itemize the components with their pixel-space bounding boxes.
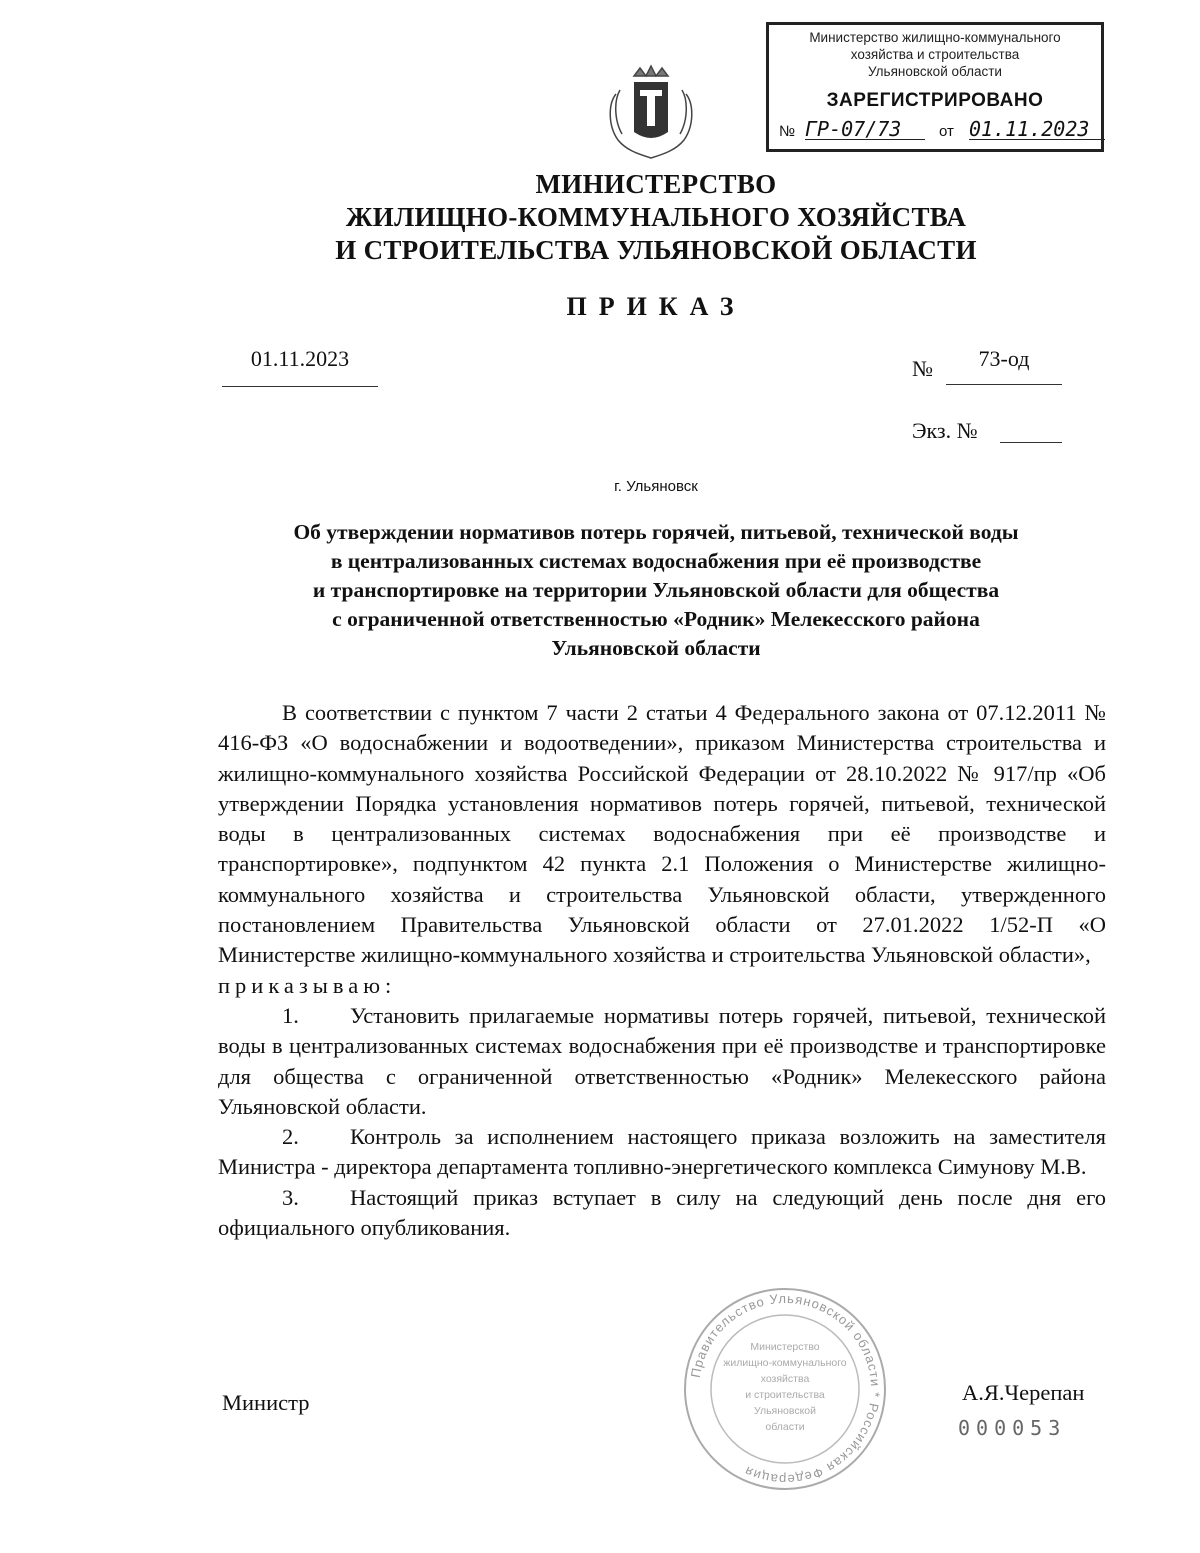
document-date: 01.11.2023: [222, 346, 378, 387]
reg-from-label: от: [939, 123, 954, 140]
serial-number: 000053: [958, 1416, 1067, 1440]
order-item-number: 3.: [282, 1184, 299, 1210]
svg-text:Ульяновской: Ульяновской: [753, 1405, 817, 1417]
reg-stamp-line: Министерство жилищно-коммунального: [809, 30, 1061, 45]
svg-text:Правительство Ульяновской обла: Правительство Ульяновской области * Российская Федерация: [687, 1290, 884, 1488]
order-item-text: Настоящий приказ вступает в силу на следующий день после дня его официального опубликования.: [218, 1184, 1106, 1241]
reg-stamp-number-row: [779, 117, 1099, 141]
order-item-text: Установить прилагаемые нормативы потерь горячей, питьевой, технической воды в централизованных системах водоснабжения при её производстве и транспортировке для общества с ограниченной ответственностью «Родник» Мелекесского района Ульяновской области.: [218, 1002, 1106, 1119]
subject-line: в централизованных системах водоснабжения при её производстве: [330, 549, 982, 573]
order-item: [218, 1122, 1106, 1183]
svg-text:жилищно-коммунального: жилищно-коммунального: [723, 1357, 847, 1369]
order-item-text: Контроль за исполнением настоящего приказа возложить на заместителя Министра - директора департамента топливно-энергетического комплекса Симунову М.В.: [218, 1124, 1106, 1180]
reg-stamp-title: ЗАРЕГИСТРИРОВАНО: [826, 90, 1044, 111]
svg-text:и строительства: и строительства: [745, 1389, 825, 1401]
ulyanovsk-coat-of-arms-icon: [604, 64, 698, 164]
reg-number-value: ГР-07/73: [805, 117, 925, 140]
document-number: 73-од: [946, 346, 1062, 385]
order-item-number: 2.: [282, 1124, 299, 1150]
registration-stamp: [766, 22, 1104, 152]
ministry-name: [200, 168, 1112, 267]
ministry-line: МИНИСТЕРСТВО: [535, 169, 777, 199]
document-body: [218, 698, 1106, 1243]
reg-stamp-line: хозяйства и строительства: [850, 47, 1020, 62]
ministry-line: И СТРОИТЕЛЬСТВА УЛЬЯНОВСКОЙ ОБЛАСТИ: [335, 235, 977, 265]
copy-number-label: Экз. №: [912, 418, 978, 443]
signatory-title: Министр: [222, 1390, 310, 1415]
reg-number-label: №: [779, 123, 796, 140]
svg-text:хозяйства: хозяйства: [760, 1373, 810, 1385]
official-seal: [680, 1284, 890, 1494]
ministry-line: ЖИЛИЩНО-КОММУНАЛЬНОГО ХОЗЯЙСТВА: [345, 202, 967, 232]
order-item-number: 1.: [282, 1002, 299, 1028]
reg-date-value: 01.11.2023: [969, 117, 1105, 140]
document-city: г. Ульяновск: [614, 478, 698, 495]
subject-line: и транспортировке на территории Ульяновской области для общества: [312, 578, 1000, 602]
copy-number-blank: [1000, 418, 1062, 443]
reg-stamp-line: Ульяновской области: [868, 64, 1002, 79]
signatory-name: А.Я.Черепан: [962, 1380, 1085, 1405]
order-item: [218, 1001, 1106, 1122]
svg-text:области: области: [765, 1421, 805, 1433]
order-word: приказываю:: [218, 972, 397, 998]
subject-line: Ульяновской области: [551, 636, 761, 660]
document-type: ПРИКАЗ: [566, 292, 746, 321]
svg-text:Министерство: Министерство: [750, 1341, 820, 1353]
subject-line: с ограниченной ответственностью «Родник» Мелекесского района: [332, 607, 980, 631]
document-subject: [200, 518, 1112, 663]
preamble-paragraph: В соответствии с пунктом 7 части 2 статьи 4 Федерального закона от 07.12.2011 № 416-ФЗ «О водоснабжении и водоотведении», приказом Министерства строительства и жилищно-коммунального хозяйства Российской Федерации от 28.10.2022 № 917/пр «Об утверждении Порядка установления нормативов потерь горячей, питьевой, технической воды в централизованных системах водоснабжения при её производстве и транспортировке», подпунктом 42 пункта 2.1 Положения о Министерстве жилищно-коммунального хозяйства и строительства Ульяновской области, утвержденного постановлением Правительства Ульяновской области от 27.01.2022 1/52-П «О Министерстве жилищно-коммунального хозяйства и строительства Ульяновской области»,: [218, 700, 1106, 968]
document-number-label: №: [912, 356, 933, 381]
subject-line: Об утверждении нормативов потерь горячей, питьевой, технической воды: [293, 520, 1019, 544]
order-item: [218, 1183, 1106, 1244]
